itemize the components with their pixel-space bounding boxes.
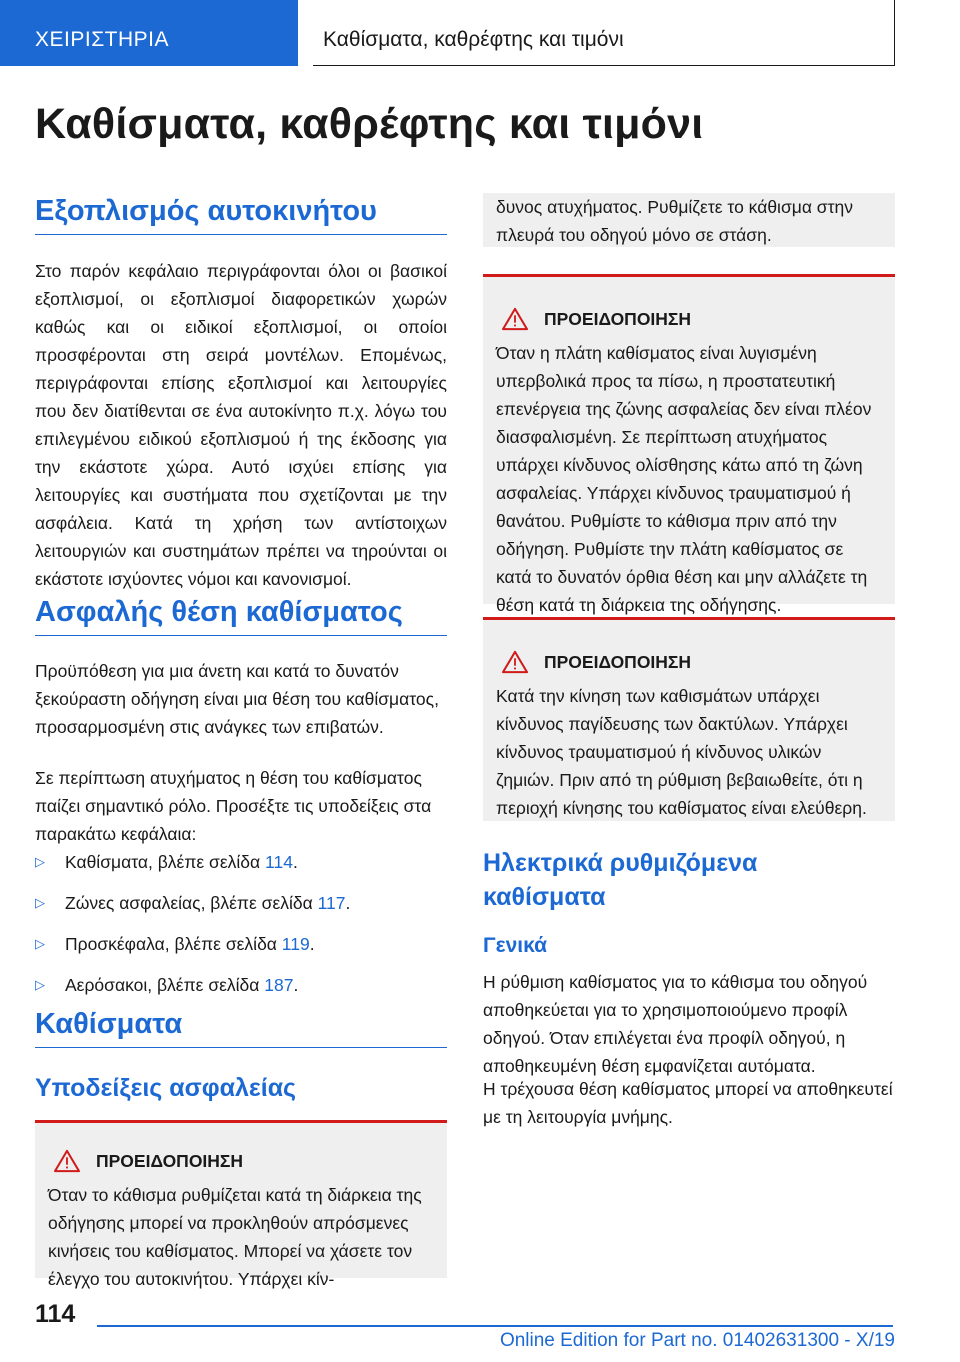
electric-seats-heading bbox=[483, 846, 757, 914]
footer-edition[interactable]: Online Edition for Part no. 01402631300 - X/19 bbox=[499, 1330, 895, 1351]
breadcrumb: Καθίσματα, καθρέφτης και τιμόνι bbox=[313, 0, 895, 66]
footer-rule bbox=[97, 1325, 893, 1327]
safe-position-heading: Ασφαλής θέση καθίσματος bbox=[35, 596, 447, 636]
warning-header bbox=[496, 305, 882, 333]
electric-heading-line1: Ηλεκτρικά ρυθμιζόμενα bbox=[483, 849, 758, 877]
page-link[interactable]: 119 bbox=[281, 934, 310, 954]
triangle-right-icon: ▷ bbox=[35, 854, 45, 869]
warning-triangle-icon bbox=[500, 307, 530, 331]
reference-dot: . bbox=[293, 975, 299, 995]
warning-box-1-continued bbox=[483, 193, 895, 247]
seats-heading: Καθίσματα bbox=[35, 1008, 447, 1048]
warning-text: Όταν η πλάτη καθίσματος είναι λυγισμένη υπερβολικά προς τα πίσω, η προστατευτική επενέργεια της ζώνης ασφαλείας δεν είναι πλέον διασφαλισμένη. Σε περίπτωση ατυχήματος υπάρχει κίνδυνος ολίσθησης κάτω από τη ζώνη ασφαλείας. Υπάρχει κίνδυνος τραυματισμού ή θανάτου. Ρυθμίστε το κάθισμα πριν από την οδήγηση. Ρυθμίστε την πλάτη καθίσματος σε κατά το δυνατόν όρθια θέση και μην αλλάζετε τη θέση κατά τη διάρκεια της οδήγησης. bbox=[496, 343, 872, 615]
triangle-right-icon: ▷ bbox=[35, 977, 45, 992]
reference-dot: . bbox=[309, 934, 315, 954]
section-tab[interactable]: ΧΕΙΡΙΣΤΗΡΙΑ bbox=[0, 0, 298, 66]
page-link[interactable]: 187 bbox=[264, 975, 294, 995]
reference-text: Αερόσακοι, βλέπε σελίδα bbox=[65, 975, 265, 995]
warning-box-3 bbox=[483, 617, 895, 821]
page-title: Καθίσματα, καθρέφτης και τιμόνι bbox=[35, 100, 704, 148]
reference-text: Ζώνες ασφαλείας, βλέπε σελίδα bbox=[65, 893, 318, 913]
warning-label: ΠΡΟΕΙΔΟΠΟΙΗΣΗ bbox=[544, 651, 692, 672]
equipment-text: Στο παρόν κεφάλαιο περιγράφονται όλοι οι βασικοί εξοπλισμοί, οι εξοπλισμοί διαφορετικών χωρών καθώς και οι ειδικοί εξοπλισμοί, οι οποίοι προσφέρονται στη σειρά μοντέλων. Επομένως, περιγράφονται επίσης εξοπλισμοί και λειτουργίες που δεν διατίθενται σε ένα αυτοκίνητο π.χ. λόγω του επιλεγμένου ειδικού εξοπλισμού ή της έκδοσης για την εκάστοτε χώρα. Αυτό ισχύει επίσης για λειτουργίες και συστήματα που σχετίζονται με την ασφάλεια. Κατά τη χρήση των αντίστοιχων λειτουργιών και συστημάτων πρέπει να τηρούνται οι εκάστοτε ισχύοντες νόμοι και κανονισμοί. bbox=[35, 261, 447, 589]
reference-text: Καθίσματα, βλέπε σελίδα bbox=[65, 852, 266, 872]
reference-text: Προσκέφαλα, βλέπε σελίδα bbox=[65, 934, 282, 954]
page-link[interactable]: 114 bbox=[265, 852, 293, 872]
warning-text: Όταν το κάθισμα ρυθμίζεται κατά τη διάρκεια της οδήγησης μπορεί να προκληθούν απρόσμενες κινήσεις του καθίσματος. Μπορεί να χάσετε τον έλεγχο του αυτοκινήτου. Υπάρχει κίν- bbox=[48, 1185, 422, 1289]
triangle-right-icon: ▷ bbox=[35, 936, 45, 951]
electric-heading-line2: καθίσματα bbox=[483, 883, 606, 911]
warning-header bbox=[48, 1147, 434, 1175]
list-item bbox=[35, 889, 447, 930]
list-item bbox=[35, 930, 447, 971]
reference-dot: . bbox=[345, 893, 351, 913]
equipment-heading: Εξοπλισμός αυτοκινήτου bbox=[35, 195, 447, 235]
electric-text-2: Η τρέχουσα θέση καθίσματος μπορεί να αποθηκευτεί με τη λειτουργία μνήμης. bbox=[483, 1079, 893, 1127]
page-link[interactable]: 117 bbox=[317, 893, 346, 913]
safety-notes-heading: Υποδείξεις ασφαλείας bbox=[35, 1074, 297, 1102]
reference-dot: . bbox=[292, 852, 298, 872]
safe-position-accident: Σε περίπτωση ατυχήματος η θέση του καθίσματος παίζει σημαντικό ρόλο. Προσέξτε τις υποδείξεις στα παρακάτω κεφάλαια: bbox=[35, 768, 432, 844]
warning-triangle-icon bbox=[500, 650, 530, 674]
warning-label: ΠΡΟΕΙΔΟΠΟΙΗΣΗ bbox=[544, 308, 692, 329]
triangle-right-icon: ▷ bbox=[35, 895, 45, 910]
list-item bbox=[35, 848, 447, 889]
warning-label: ΠΡΟΕΙΔΟΠΟΙΗΣΗ bbox=[96, 1150, 244, 1171]
warning-box-2 bbox=[483, 274, 895, 615]
list-item bbox=[35, 971, 447, 1012]
electric-text-1: Η ρύθμιση καθίσματος για το κάθισμα του οδηγού αποθηκεύεται για το χρησιμοποιούμενο προφίλ οδηγού. Όταν επιλέγεται ένα προφίλ οδηγού, η αποθηκευμένη θέση εμφανίζεται αυτόματα. bbox=[483, 972, 868, 1076]
warning-text: δυνος ατυχήματος. Ρυθμίζετε το κάθισμα στην πλευρά του οδηγού μόνο σε στάση. bbox=[496, 197, 853, 245]
warning-text: Κατά την κίνηση των καθισμάτων υπάρχει κίνδυνος παγίδευσης των δακτύλων. Υπάρχει κίνδυνος τραυματισμού ή κίνδυνος υλικών ζημιών. Πριν από τη ρύθμιση βεβαιωθείτε, ότι η περιοχή κίνησης του καθίσματος είναι ελεύθερη. bbox=[496, 686, 867, 818]
warning-header bbox=[496, 648, 882, 676]
page-header bbox=[0, 0, 960, 66]
warning-box-1 bbox=[35, 1120, 447, 1289]
reference-list bbox=[35, 848, 447, 1012]
warning-triangle-icon bbox=[52, 1149, 82, 1173]
safe-position-intro: Προϋπόθεση για μια άνετη και κατά το δυνατόν ξεκούραστη οδήγηση είναι μια θέση του καθίσματος, προσαρμοσμένη στις ανάγκες των επιβατών. bbox=[35, 661, 439, 737]
page-number: 114 bbox=[35, 1300, 76, 1328]
general-heading: Γενικά bbox=[483, 934, 548, 957]
